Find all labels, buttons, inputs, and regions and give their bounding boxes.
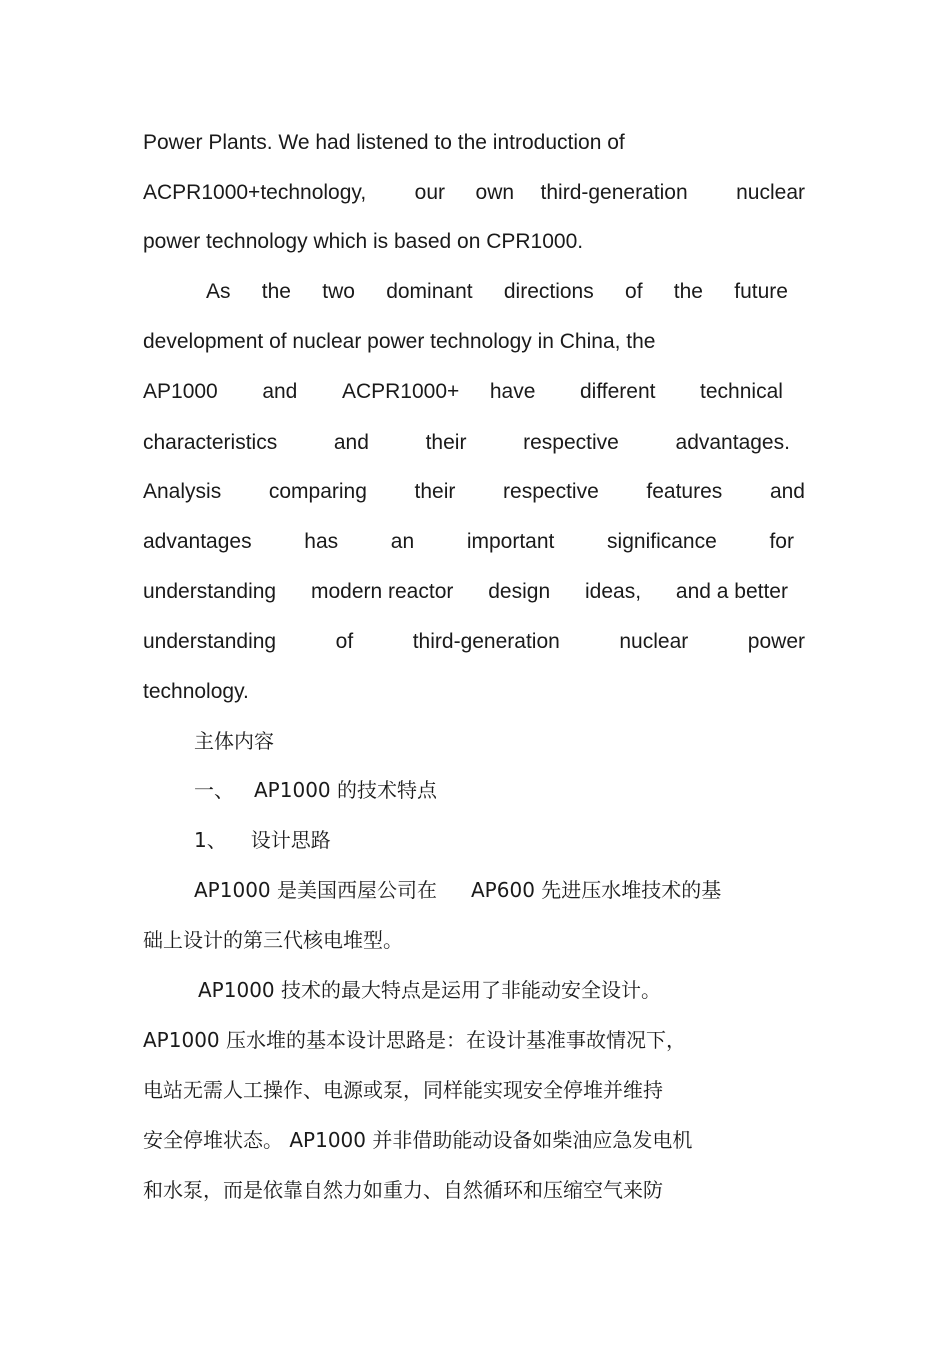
english-line-7 (143, 428, 790, 458)
word: understanding (143, 630, 277, 653)
word: and (769, 480, 805, 503)
word: third-generation (412, 630, 560, 653)
word: and (333, 431, 369, 454)
paragraph-2-line-4: 安全停堆状态。 AP1000 并非借助能动设备如柴油应急发电机 (143, 1128, 693, 1152)
word: and a better (675, 580, 788, 603)
word: important (466, 530, 555, 553)
english-line-2 (143, 178, 805, 208)
word: modern reactor (310, 580, 454, 603)
word: their (425, 431, 467, 454)
main-content-heading: 主体内容 (194, 729, 274, 753)
paragraph-1-line-1 (194, 875, 721, 905)
word: significance (607, 530, 717, 553)
subsection-number: 1、 (194, 828, 227, 852)
english-line-4 (206, 277, 788, 307)
word: two (322, 280, 355, 303)
word: future (734, 280, 788, 303)
section-number: 一、 (194, 778, 234, 802)
word: technical (700, 380, 783, 403)
word: Analysis (143, 480, 222, 503)
word: the (261, 280, 291, 303)
english-line-11 (143, 627, 805, 657)
section-title: AP1000 的技术特点 (254, 778, 437, 802)
word: ideas, (584, 580, 642, 603)
word: ACPR1000+technology, (143, 181, 367, 204)
english-line-3: power technology which is based on CPR1000. (143, 230, 584, 253)
word: comparing (268, 480, 367, 503)
english-line-5: development of nuclear power technology in China, the (143, 330, 656, 353)
english-line-1: Power Plants. We had listened to the introduction of (143, 131, 625, 154)
word: of (625, 280, 643, 303)
word: design (488, 580, 551, 603)
english-line-10 (143, 577, 788, 607)
subsection-heading (194, 825, 331, 855)
word: advantages. (675, 431, 790, 454)
word: characteristics (143, 431, 278, 454)
word: third-generation (540, 181, 688, 204)
word: ACPR1000+ (341, 380, 460, 403)
paragraph-1-line-2: 础上设计的第三代核电堆型。 (143, 928, 403, 952)
word: nuclear (619, 630, 689, 653)
word: dominant (386, 280, 473, 303)
paragraph-2-line-2: AP1000 压水堆的基本设计思路是：在设计基准事故情况下， (143, 1028, 686, 1052)
word: the (673, 280, 703, 303)
paragraph-2-line-1: AP1000 技术的最大特点是运用了非能动安全设计。 (198, 978, 661, 1002)
paragraph-2-line-3: 电站无需人工操作、电源或泵，同样能实现安全停堆并维持 (143, 1078, 663, 1102)
word: power (747, 630, 805, 653)
word: of (335, 630, 354, 653)
word: has (304, 530, 339, 553)
word: different (579, 380, 656, 403)
english-line-8 (143, 477, 805, 507)
english-line-12: technology. (143, 680, 249, 703)
word: understanding (143, 580, 277, 603)
word: have (489, 380, 536, 403)
word: an (390, 530, 415, 553)
word: for (769, 530, 794, 553)
english-line-6 (143, 377, 783, 407)
text-fragment: AP600 先进压水堆技术的基 (471, 878, 722, 902)
word: respective (523, 431, 619, 454)
word: own (475, 181, 515, 204)
word: nuclear (736, 181, 805, 204)
text-fragment: AP1000 是美国西屋公司在 (194, 878, 437, 902)
word: our (414, 181, 446, 204)
word: AP1000 (143, 380, 218, 403)
english-line-9 (143, 527, 794, 557)
word: directions (503, 280, 594, 303)
paragraph-2-line-5: 和水泵，而是依靠自然力如重力、自然循环和压缩空气来防 (143, 1178, 663, 1202)
word: advantages (143, 530, 252, 553)
word: features (646, 480, 723, 503)
word: respective (503, 480, 599, 503)
section-heading (194, 775, 437, 805)
word: and (262, 380, 298, 403)
word: As (206, 280, 231, 303)
word: their (414, 480, 456, 503)
subsection-title: 设计思路 (250, 828, 331, 852)
